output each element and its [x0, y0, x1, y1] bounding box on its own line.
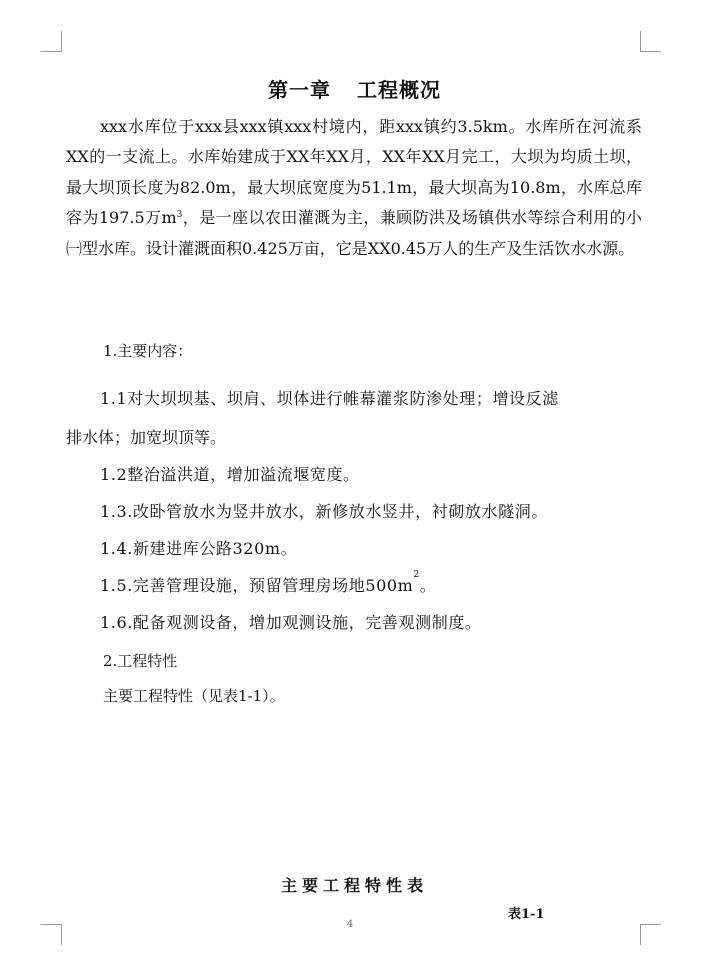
- page-number: 4: [346, 919, 354, 930]
- table-title: 主要工程特性表: [280, 876, 428, 895]
- intro-text-part-1: xxx水库位于xxx县xxx镇xxx村境内，距xxx镇约3.5km。水库所在河流系XX的一支流上。水库始建成于XX年XX月，XX年XX月完工，大坝为均质土坝，最大坝顶长度为82.0m，最大坝底宽度为51.1m，最大坝高为10.8m，水库总库容为197.5万m: [66, 117, 642, 228]
- crop-mark-top-left: [41, 31, 62, 52]
- superscript-cubic: 3: [176, 210, 183, 221]
- item-1-1-line-1: 1.1对大坝坝基、坝肩、坝体进行帷幕灌浆防渗处理；增设反滤: [100, 389, 559, 408]
- superscript-square: 2: [413, 570, 420, 580]
- chapter-number: 第一章: [268, 78, 331, 102]
- intro-text-part-2: ，是一座以农田灌溉为主，兼顾防洪及场镇供水等综合利用的小㈠型水库。设计灌溉面积0.425万亩，它是XX0.45万人的生产及生活饮水水源。: [66, 208, 642, 258]
- item-1-1-line-2: 排水体；加宽坝顶等。: [66, 428, 227, 447]
- item-1-5: [100, 570, 437, 596]
- table-label: 表1-1: [508, 907, 545, 922]
- characteristics-note: 主要工程特性（见表1-1）。: [103, 687, 285, 705]
- chapter-title-text: 工程概况: [357, 78, 441, 102]
- intro-paragraph: [66, 112, 642, 264]
- item-1-6: 1.6.配备观测设备，增加观测设施，完善观测制度。: [100, 613, 482, 632]
- item-1-5-text: 1.5.完善管理设施，预留管理房场地500m: [100, 576, 414, 595]
- main-contents-heading: 1.主要内容：: [103, 342, 193, 360]
- item-1-5-end: 。: [419, 576, 437, 595]
- crop-mark-top-right: [640, 31, 661, 52]
- characteristics-heading: 2.工程特性: [103, 652, 178, 670]
- item-1-4: 1.4.新建进库公路320m。: [100, 539, 298, 558]
- chapter-title: [0, 74, 709, 103]
- item-1-2: 1.2整治溢洪道，增加溢流堰宽度。: [100, 465, 360, 484]
- item-1-3: 1.3.改卧管放水为竖井放水，新修放水竖井，衬砌放水隧洞。: [100, 502, 548, 521]
